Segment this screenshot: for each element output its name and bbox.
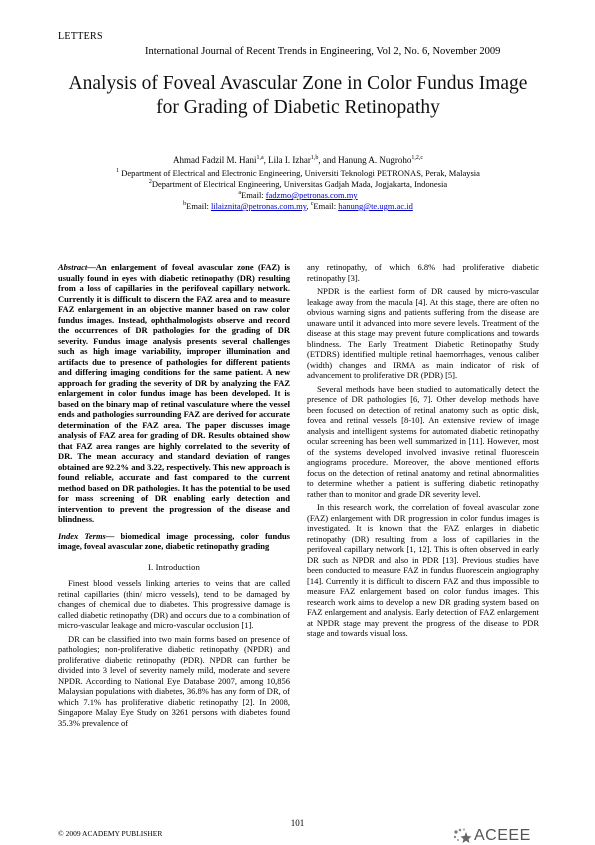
affiliation-2 [58, 179, 538, 190]
publisher-footer: © 2009 ACADEMY PUBLISHER [58, 829, 163, 838]
email-a-label: Email: [241, 190, 266, 200]
affiliation-2-sup: 2 [148, 179, 152, 186]
right-column [307, 262, 539, 642]
email-c-link[interactable]: hanung@te.ugm.ac.id [338, 201, 413, 211]
left-paragraph: Finest blood vessels linking arteries to veins that are called retinal capillaries (thin/ micro vessels), tend to be damaged by changes of chemical due to diabetes. This progressive damage is called diabetic retinopathy (DR) and occurs due to a combination of micro-vascular leakage and micro-vascular occlusion [1]. [58, 578, 290, 630]
email-a-link[interactable]: fadzmo@petronas.com.my [265, 190, 358, 200]
affiliations [58, 168, 538, 212]
section-label: LETTERS [58, 31, 103, 42]
affiliation-2-text: Department of Electrical Engineering, Universitas Gadjah Mada, Jogjakarta, Indonesia [151, 179, 448, 189]
left-paragraph: DR can be classified into two main forms based on presence of pathologies; non-proliferative diabetic retinopathy (NPDR) and proliferative diabetic retinopathy (PDR). NPDR can further be divided into 3 level of severity namely mild, moderate and severe NPDR. According to National Eye Database 2007, among 10,856 Malaysian populations with diabetes, 36.8% has any form of DR, of which 7.1% has proliferative diabetic retinopathy [2]. In 2008, Singapore Malay Eye Study on 3261 persons with diabetes found 35.3% prevalence of [58, 633, 290, 728]
right-paragraph: any retinopathy, of which 6.8% had proliferative diabetic retinopathy [3]. [307, 262, 539, 283]
author-1-sup: 1,a [256, 155, 264, 161]
email-separator: , [306, 201, 311, 211]
author-list [58, 154, 538, 166]
author-1: Ahmad Fadzil M. Hani [172, 155, 257, 165]
index-terms-text: — biomedical image processing, color fundus image, foveal avascular zone, diabetic retinopathy grading [58, 530, 290, 551]
email-line-2 [58, 201, 538, 212]
email-a-sup: a [238, 190, 241, 197]
logo-text: ACEEE [474, 827, 531, 844]
index-terms-label: Index Terms [58, 530, 106, 541]
abstract-text: —An enlargement of foveal avascular zone (FAZ) is usually found in eyes with diabetic retinopathy (DR) resulting from a loss of capillaries in the perifoveal capillary network. Currently it is difficult to discern the FAZ area and to measure FAZ enlargement in an objective manner based on raw color fundus images. Instead, ophthalmologists observe and record the occurrences of DR pathologies for the grading of DR severity. Fundus image analysis presents several challenges such as high image variability, improper illumination and artifacts due to presence of pathologies for different patients and differing imaging conditions for the same patient. A new approach for grading the severity of DR by analyzing the FAZ enlargement in color fundus image has been developed. It is based on the binary map of retinal vasculature where the vessel ends and pathologies surrounding FAZ are derived for accurate determination of the FAZ area. The paper discusses image analysis of FAZ area for grading of DR. Results obtained show that FAZ area ranges are highly correlated to the severity of DR. The mean accuracy and standard deviation of ranges obtained are 92.2% and 3.22, respectively. This new approach is found reliable, accurate and fast compared to the current method based on DR pathologies. It has the potential to be used for mass screening of DR enabling early detection and intervention to prevent the progression of the disease and blindness. [58, 262, 290, 524]
author-3-sup: 1,2,c [411, 155, 424, 161]
email-c-sup: c [310, 201, 314, 208]
email-b-sup: b [183, 201, 187, 208]
right-paragraph: In this research work, the correlation of foveal avascular zone (FAZ) enlargement with DR progression in color fundus images is investigated. It is known that the FAZ enlarges in diabetic retinopathy (DR) resulting from a loss of capillaries in the perifoveal capillary network [1, 12]. This is often observed in early DR such as NPDR and also in PDR [13]. Previous studies have been conducted to measure FAZ in fundus fluorescein angiography [14]. Currently it is difficult to discern FAZ and thus impossible to measure FAZ enlargement based on color fundus images. This research work aims to develop a new DR grading system based on FAZ enlargement and analysis. Early detection of FAZ enlargement at NPDR stage may prevent the progress of the disease to PDR stage and towards visual loss. [307, 502, 539, 638]
affiliation-1 [58, 168, 538, 179]
index-terms [58, 531, 290, 552]
right-paragraph: Several methods have been studied to automatically detect the presence of DR pathologies [6, 7]. Other develop methods have been focused on detection of retinal anatomy such as optic disk, fovea and retinal vessels [8-10]. An extensive review of image analysis and intelligent systems for automated diabetic retinopathy ocular screening has been well summarized in [11]. However, most of the systems developed involved invasive retinal fluorescein angiograms procedure. Moreover, the above mentioned efforts focus on the detection of retinal anatomy and retinal abnormalities to determine whether a patient is suffering diabetic retinopathy rather than to monitor and grade DR severity level. [307, 383, 539, 499]
abstract [58, 262, 290, 525]
email-b-label: Email: [186, 201, 211, 211]
author-2-sup: 1,b [310, 155, 319, 161]
journal-header: International Journal of Recent Trends in Engineering, Vol 2, No. 6, November 2009 [145, 46, 501, 57]
affiliation-1-text: Department of Electrical and Electronic Engineering, Universiti Teknologi PETRONAS, Perak, Malaysia [121, 168, 480, 178]
star-swirl-icon [452, 827, 472, 845]
section-heading-introduction: I. Introduction [147, 561, 201, 572]
email-line-1 [58, 190, 538, 201]
abstract-label: Abstract [58, 262, 88, 272]
email-b-link[interactable]: lilaiznita@petronas.com.my [210, 201, 307, 211]
affiliation-1-sup: 1 [116, 168, 120, 175]
author-2: , Lila I. Izhar [263, 155, 311, 165]
paper-title: Analysis of Foveal Avascular Zone in Color Fundus Image for Grading of Diabetic Retinopathy [68, 73, 528, 118]
page-number: 101 [290, 818, 305, 828]
aceee-logo [452, 827, 542, 845]
right-paragraph: NPDR is the earliest form of DR caused by micro-vascular leakage away from the macula [4]. At this stage, there are often no obvious warning signs and patients suffering from the disease are unaware until it advanced into more severe levels. Treatment of the disease at this stage may prevent future complications and towards blindness. The Early Treatment Diabetic Retinopathy Study (ETDRS) identified multiple retinal haemorrhages, venous caliber (width) changes and IRMA as main indicator of risk of advancement to proliferative DR (PDR) [5]. [307, 286, 539, 380]
author-3: , and Hanung A. Nugroho [318, 155, 412, 165]
email-c-label: Email: [313, 201, 339, 211]
left-column [58, 262, 290, 731]
